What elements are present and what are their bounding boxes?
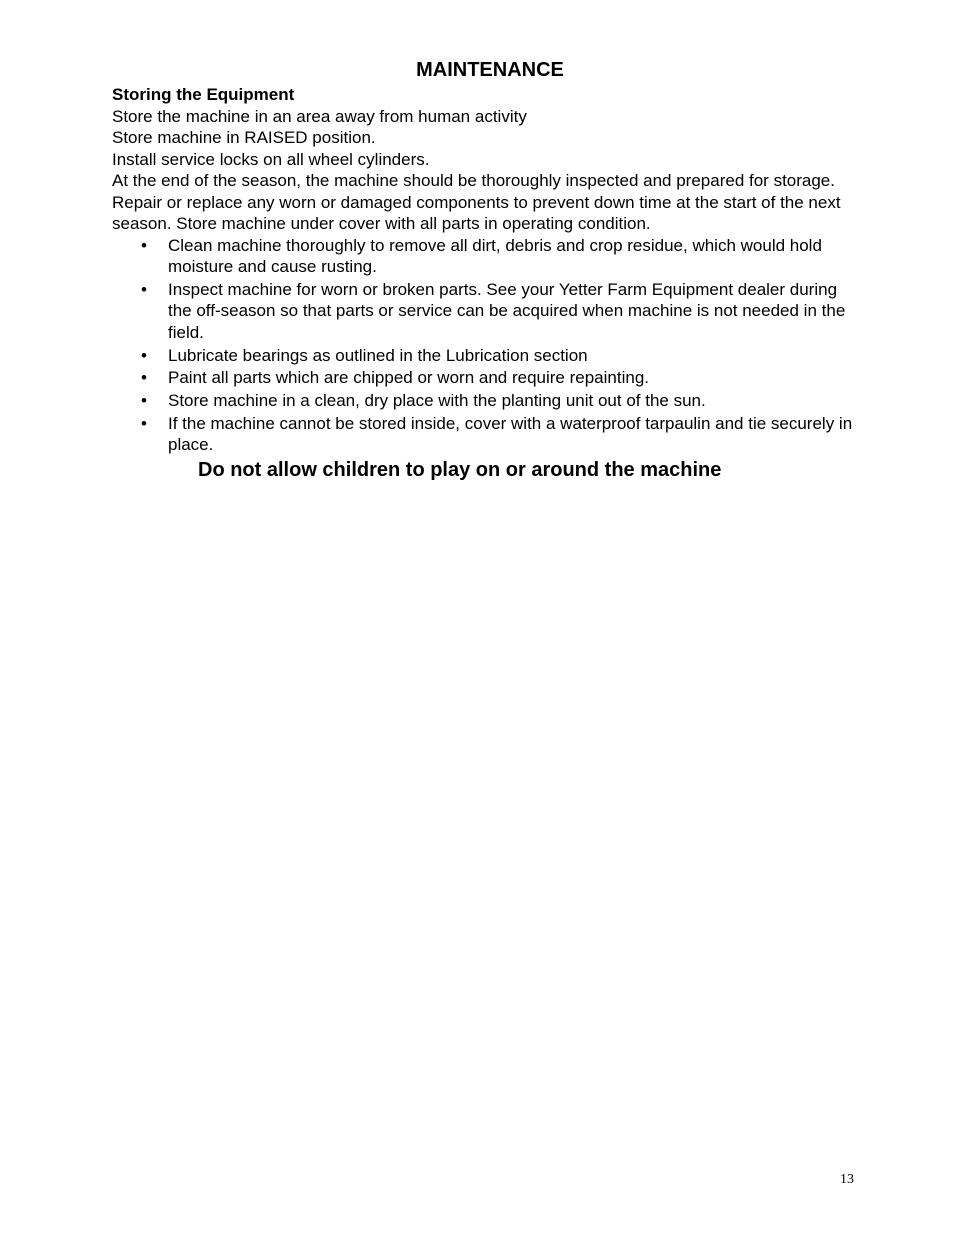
list-item-text: Store machine in a clean, dry place with the planting unit out of the sun. <box>168 391 706 411</box>
page-title: MAINTENANCE <box>416 59 564 81</box>
list-item <box>112 345 862 367</box>
bullet-icon: • <box>141 368 147 388</box>
page-content <box>112 56 862 483</box>
list-item-text: Paint all parts which are chipped or worn and require repainting. <box>168 368 649 388</box>
storage-line: Store machine in RAISED position. <box>112 128 376 147</box>
list-item-text: Inspect machine for worn or broken parts. See your Yetter Farm Equipment dealer during the off-season so that parts or service can be acquired when machine is not needed in the field. <box>168 279 846 342</box>
list-item <box>112 413 862 456</box>
list-item <box>112 390 862 412</box>
list-item <box>112 279 862 344</box>
safety-warning: Do not allow children to play on or around the machine <box>198 459 722 482</box>
storage-checklist <box>112 235 862 456</box>
list-item-text: Lubricate bearings as outlined in the Lubrication section <box>168 345 588 365</box>
bullet-icon: • <box>141 235 147 255</box>
page-number: 13 <box>840 1172 854 1187</box>
bullet-icon: • <box>141 279 147 299</box>
storage-line: Store the machine in an area away from human activity <box>112 106 527 126</box>
storage-line: Install service locks on all wheel cylinders. <box>112 149 430 169</box>
bullet-icon: • <box>141 391 147 411</box>
list-item <box>112 367 862 389</box>
list-item-text: Clean machine thoroughly to remove all dirt, debris and crop residue, which would hold moisture and cause rusting. <box>168 235 822 276</box>
bullet-icon: • <box>141 345 147 365</box>
list-item-text: If the machine cannot be stored inside, cover with a waterproof tarpaulin and tie securely in place. <box>168 413 853 455</box>
list-item <box>112 235 862 278</box>
section-heading: Storing the Equipment <box>112 85 295 104</box>
season-paragraph: At the end of the season, the machine should be thoroughly inspected and prepared for storage. Repair or replace any worn or damaged components to prevent down time at the start of the next season. Store machine under cover with all parts in operating condition. <box>112 171 841 233</box>
bullet-icon: • <box>141 413 147 433</box>
